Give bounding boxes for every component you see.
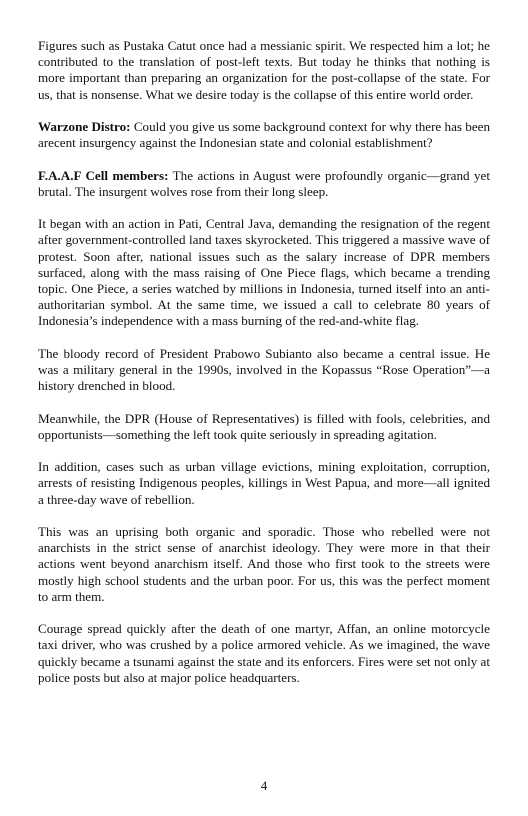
paragraph — [38, 38, 490, 103]
paragraph — [38, 621, 490, 686]
paragraph — [38, 119, 490, 151]
paragraph-text: Figures such as Pustaka Catut once had a messianic spirit. We respected him a lot; he contributed to the translation of post-left texts. But today he thinks that nothing is more important than preparing an organization for the post-collapse of the state. For us, that is nonsense. What we desire today is the collapse of this entire world order. — [38, 38, 490, 102]
paragraph — [38, 346, 490, 395]
speaker-label: F.A.A.F Cell members: — [38, 167, 169, 183]
document-body — [38, 38, 490, 702]
paragraph-text: Meanwhile, the DPR (House of Representatives) is filled with fools, celebrities, and opportunists—something the left took quite seriously in spreading agitation. — [38, 410, 490, 442]
speaker-label: Warzone Distro: — [38, 119, 131, 134]
paragraph — [38, 459, 490, 508]
paragraph-text: The bloody record of President Prabowo Subianto also became a central issue. He was a military general in the 1990s, involved in the Kopassus “Rose Operation”—a history drenched in blood. — [38, 345, 490, 394]
paragraph — [38, 168, 490, 200]
paragraph-text: Courage spread quickly after the death of one martyr, Affan, an online motorcycle taxi driver, who was crushed by a police armored vehicle. As we imagined, the wave quickly became a tsunami against the state and its enforcers. Fires were set not only at police posts but also at major police headquarters. — [38, 621, 490, 685]
paragraph-text: It began with an action in Pati, Central Java, demanding the resignation of the regent after government-controlled land taxes skyrocketed. This triggered a massive wave of protest. Soon after, national issues such as the salary increase of DPR members surfaced, along with the mass raising of One Piece flags, which became a trending topic. One Piece, a series watched by millions in Indonesia, turned itself into an anti-authoritarian symbol. At the same time, we issued a call to celebrate 80 years of Indonesia’s independence with a mass burning of the red-and-white flag. — [38, 216, 490, 329]
paragraph-text: Could you give us some background context for why there has been arecent insurgency against the Indonesian state and colonial establishment? — [38, 119, 490, 151]
paragraph — [38, 411, 490, 443]
paragraph-text: This was an uprising both organic and sporadic. Those who rebelled were not anarchists in the strict sense of anarchist ideology. They were more in that their actions went beyond anarchism itself. And those who first took to the streets were mostly high school students and the urban poor. For us, this was the perfect moment to arm them. — [38, 523, 490, 604]
paragraph — [38, 216, 490, 329]
paragraph-text: In addition, cases such as urban village evictions, mining exploitation, corruption, arrests of resisting Indigenous peoples, killings in West Papua, and more—all ignited a three-day wave of rebellion. — [38, 459, 490, 507]
page-number: 4 — [260, 778, 268, 793]
paragraph-text: The actions in August were profoundly organic—grand yet brutal. The insurgent wolves rose from their long sleep. — [38, 167, 490, 199]
paragraph — [38, 524, 490, 605]
